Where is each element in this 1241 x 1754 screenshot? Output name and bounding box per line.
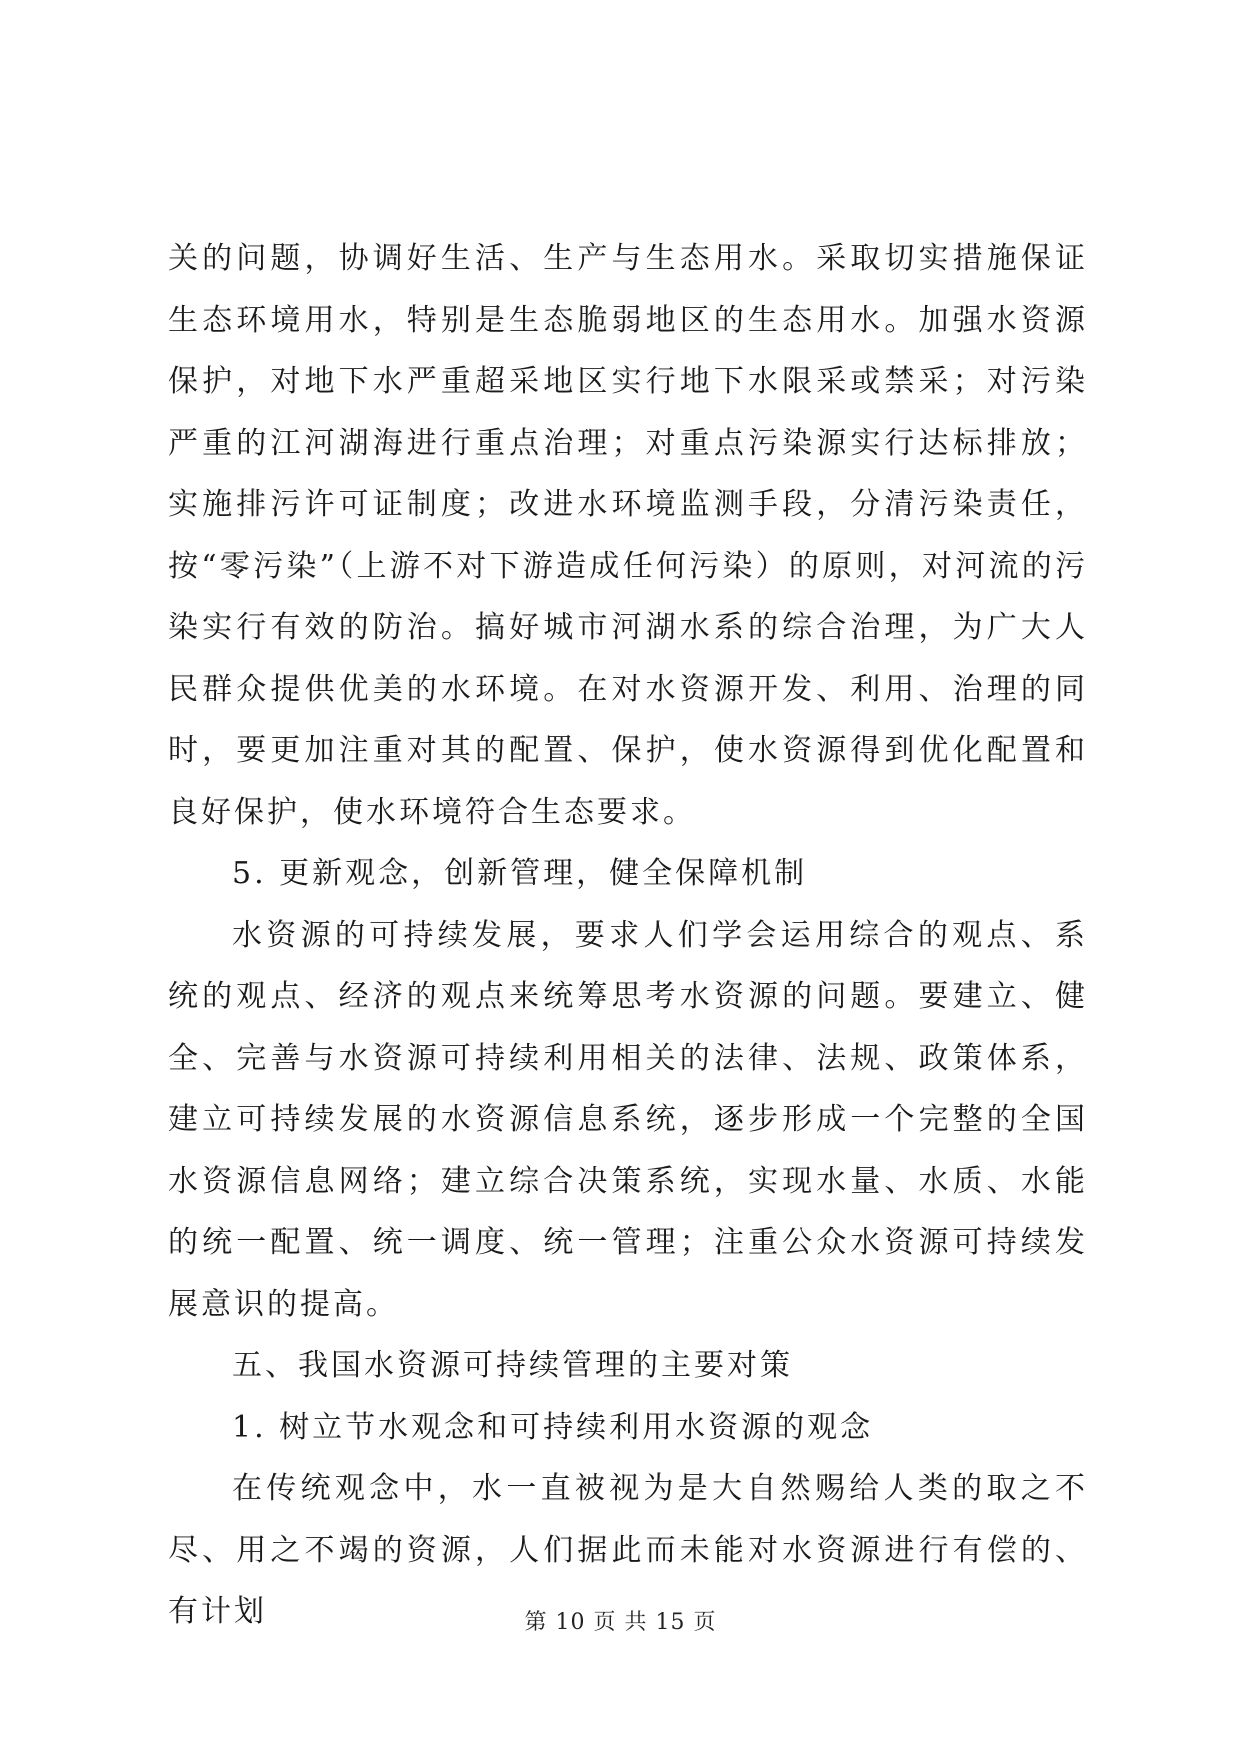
heading-section-five: 五、我国水资源可持续管理的主要对策 [232, 1348, 793, 1383]
document-body [168, 228, 1088, 1643]
page-number: 第 10 页 共 15 页 [524, 1610, 717, 1635]
paragraph-water-protection: 关的问题，协调好生活、生产与生态用水。采取切实措施保证生态环境用水，特别是生态脆弱地区的生态用水。加强水资源保护，对地下水严重超采地区实行地下水限采或禁采；对污染严重的江河湖海进行重点治理；对重点污染源实行达标排放；实施排污许可证制度；改进水环境监测手段，分清污染责任，按“零污染”（上游不对下游造成任何污染）的原则，对河流的污染实行有效的防治。搞好城市河湖水系的综合治理，为广大人民群众提供优美的水环境。在对水资源开发、利用、治理的同时，要更加注重对其的配置、保护，使水资源得到优化配置和良好保护，使水环境符合生态要求。 [168, 241, 1088, 830]
paragraph-traditional-concept: 在传统观念中，水一直被视为是大自然赐给人类的取之不尽、用之不竭的资源，人们据此而未能对水资源进行有偿的、有计划 [168, 1471, 1088, 1629]
page-footer [0, 1608, 1241, 1638]
paragraph-sustainable-development: 水资源的可持续发展，要求人们学会运用综合的观点、系统的观点、经济的观点来统筹思考水资源的问题。要建立、健全、完善与水资源可持续利用相关的法律、法规、政策体系，建立可持续发展的水资源信息系统，逐步形成一个完整的全国水资源信息网络；建立综合决策系统，实现水量、水质、水能的统一配置、统一调度、统一管理；注重公众水资源可持续发展意识的提高。 [168, 917, 1088, 1322]
heading-update-concepts: 5. 更新观念，创新管理，健全保障机制 [232, 856, 808, 891]
heading-water-saving-concept: 1. 树立节水观念和可持续利用水资源的观念 [232, 1409, 874, 1445]
